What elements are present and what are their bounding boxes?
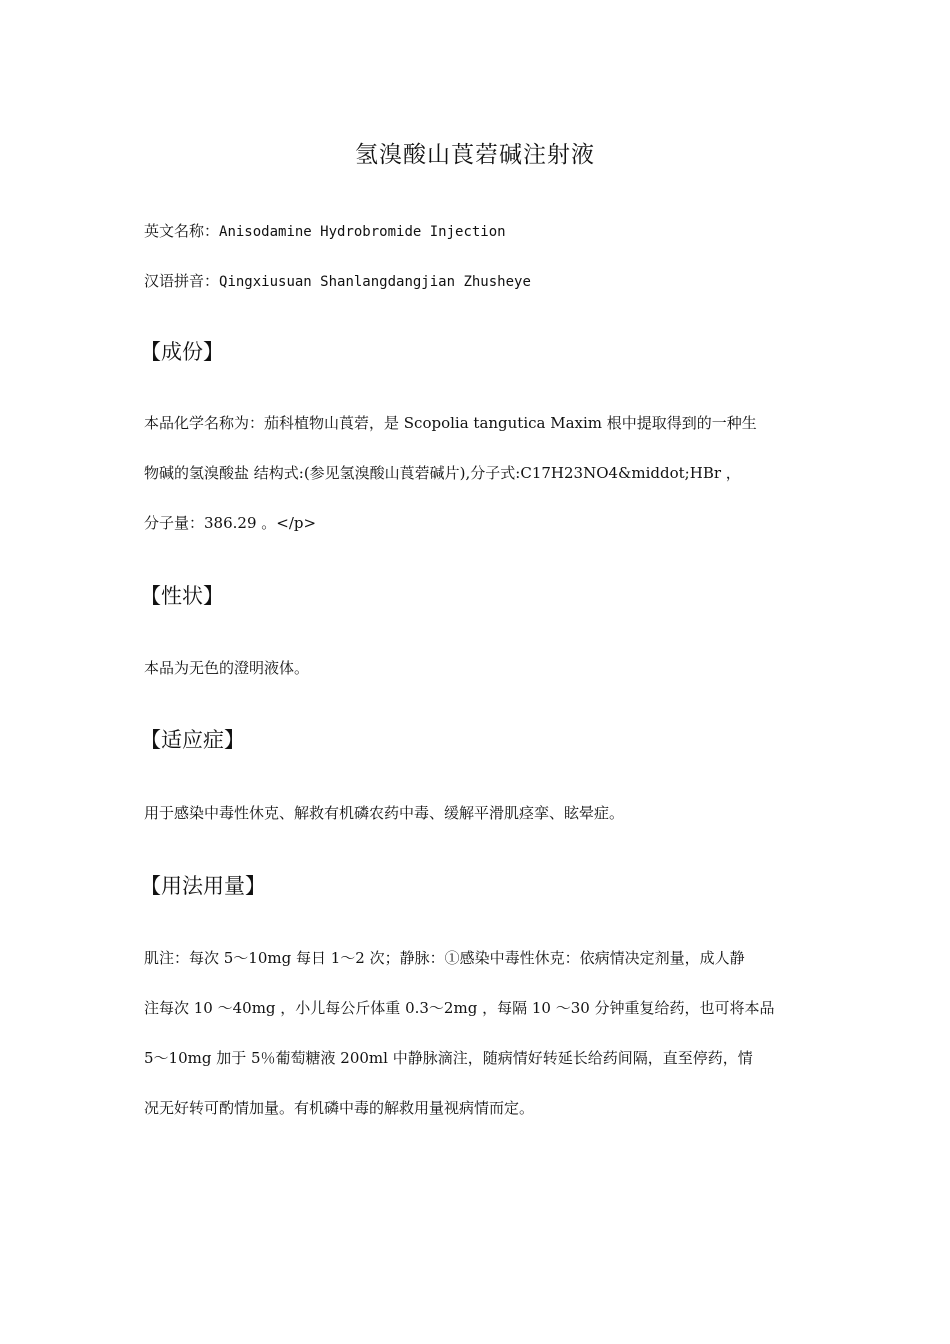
- section-body-indications: [144, 788, 808, 838]
- english-name-row: [144, 220, 506, 241]
- document-title: 氢溴酸山莨菪碱注射液: [355, 142, 595, 168]
- section-heading-indications: 【适应症】: [140, 728, 245, 752]
- english-name-label: 英文名称：: [144, 222, 220, 240]
- paragraph-line: 物碱的氢溴酸盐 结构式:(参见氢溴酸山莨菪碱片),分子式:C17H23NO4&middot;HBr ，: [144, 464, 741, 482]
- paragraph-line: 本品化学名称为：茄科植物山莨菪，是 Scopolia tangutica Maxim 根中提取得到的一种生: [144, 414, 757, 432]
- english-name-value: Anisodamine Hydrobromide Injection: [219, 224, 506, 240]
- section-heading-dosage: 【用法用量】: [140, 874, 266, 898]
- paragraph-line: 本品为无色的澄明液体。: [144, 659, 310, 677]
- paragraph-line: 5～10mg 加于 5％葡萄糖液 200ml 中静脉滴注，随病情好转延长给药间隔，直至停药，情: [144, 1049, 753, 1067]
- pinyin-name-label: 汉语拼音：: [144, 272, 220, 290]
- section-heading-appearance: 【性状】: [140, 584, 224, 608]
- section-body-appearance: [144, 643, 808, 693]
- paragraph-line: 用于感染中毒性休克、解救有机磷农药中毒、缓解平滑肌痉挛、眩晕症。: [144, 804, 625, 822]
- section-body-dosage: [144, 933, 808, 1133]
- pinyin-name-row: [144, 270, 531, 291]
- section-body-composition: [144, 398, 808, 548]
- paragraph-line: 分子量：386.29 。</p>: [144, 514, 317, 532]
- paragraph-line: 注每次 10 ～40mg ，小儿每公斤体重 0.3～2mg ，每隔 10 ～30 分钟重复给药，也可将本品: [144, 999, 775, 1017]
- paragraph-line: 肌注：每次 5～10mg 每日 1～2 次；静脉：①感染中毒性休克：依病情决定剂量，成人静: [144, 949, 745, 967]
- paragraph-line: 况无好转可酌情加量。有机磷中毒的解救用量视病情而定。: [144, 1099, 535, 1117]
- section-heading-composition: 【成份】: [140, 340, 224, 364]
- pinyin-name-value: Qingxiusuan Shanlangdangjian Zhusheye: [219, 274, 531, 290]
